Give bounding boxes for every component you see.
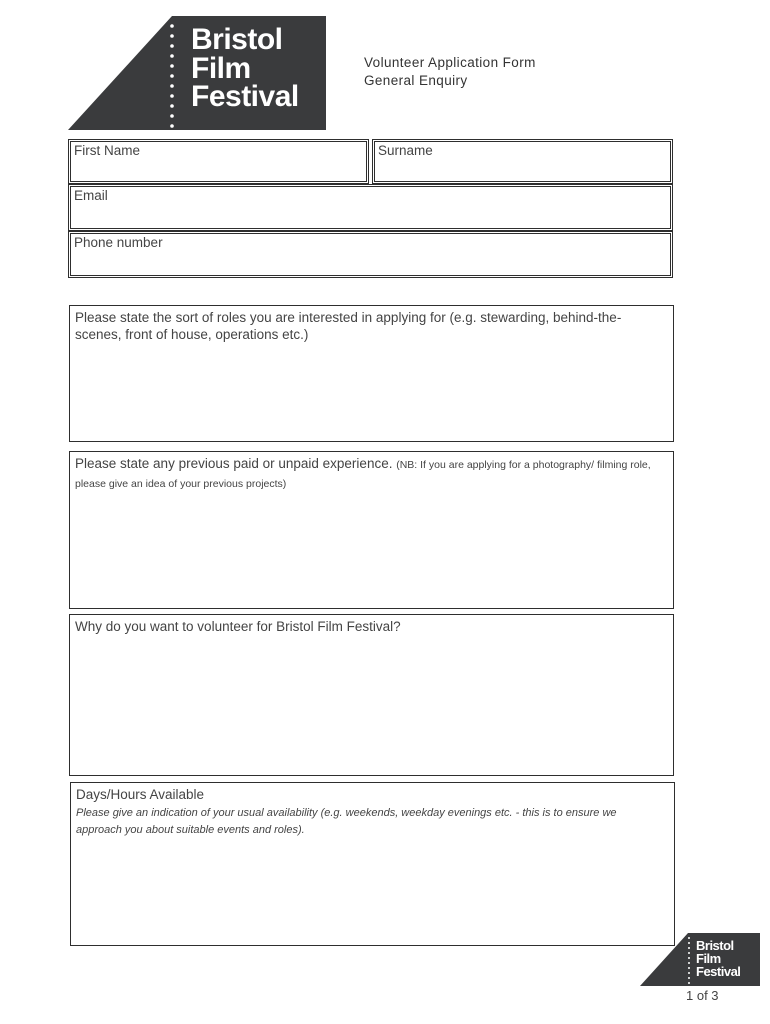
logo-line-3: Festival (191, 80, 299, 113)
page-number: 1 of 3 (686, 988, 719, 1003)
form-title: Volunteer Application Form (364, 55, 536, 70)
logo-text (191, 23, 299, 113)
availability-hint: Please give an indication of your usual availability (e.g. weekends, weekday evenings etc. - this is to ensure we approach you about suitable events and roles). (76, 807, 617, 836)
footer-logo (640, 933, 760, 986)
phone-field[interactable] (68, 231, 673, 278)
experience-label-note: (NB: If you are applying for a photography/ filming role, please give an idea of your previous projects) (75, 459, 651, 490)
footer-logo-line-1: Bristol (696, 938, 734, 953)
bristol-film-festival-logo (68, 16, 326, 130)
first-name-label: First Name (74, 143, 141, 158)
form-heading (364, 54, 536, 90)
experience-textarea[interactable] (69, 451, 674, 609)
roles-textarea[interactable] (69, 305, 674, 442)
experience-label (75, 455, 667, 493)
form-subtitle: General Enquiry (364, 73, 468, 88)
first-name-field[interactable] (68, 139, 369, 184)
logo-line-2: Film (191, 51, 251, 85)
motivation-label: Why do you want to volunteer for Bristol Film Festival? (75, 619, 401, 634)
surname-label: Surname (378, 143, 433, 158)
motivation-textarea[interactable] (69, 614, 674, 776)
roles-label: Please state the sort of roles you are interested in applying for (e.g. stewarding, behind-the-scenes, front of house, operations etc.) (75, 310, 622, 342)
availability-textarea[interactable] (70, 782, 675, 946)
footer-logo-text (696, 939, 740, 978)
experience-label-main: Please state any previous paid or unpaid experience. (75, 456, 397, 471)
surname-field[interactable] (372, 139, 673, 184)
email-field[interactable] (68, 184, 673, 231)
footer-logo-line-2: Film (696, 951, 721, 966)
logo-line-1: Bristol (191, 23, 283, 56)
phone-label: Phone number (74, 235, 163, 250)
availability-title: Days/Hours Available (76, 787, 205, 802)
email-label: Email (74, 188, 108, 203)
footer-logo-line-3: Festival (696, 964, 741, 979)
